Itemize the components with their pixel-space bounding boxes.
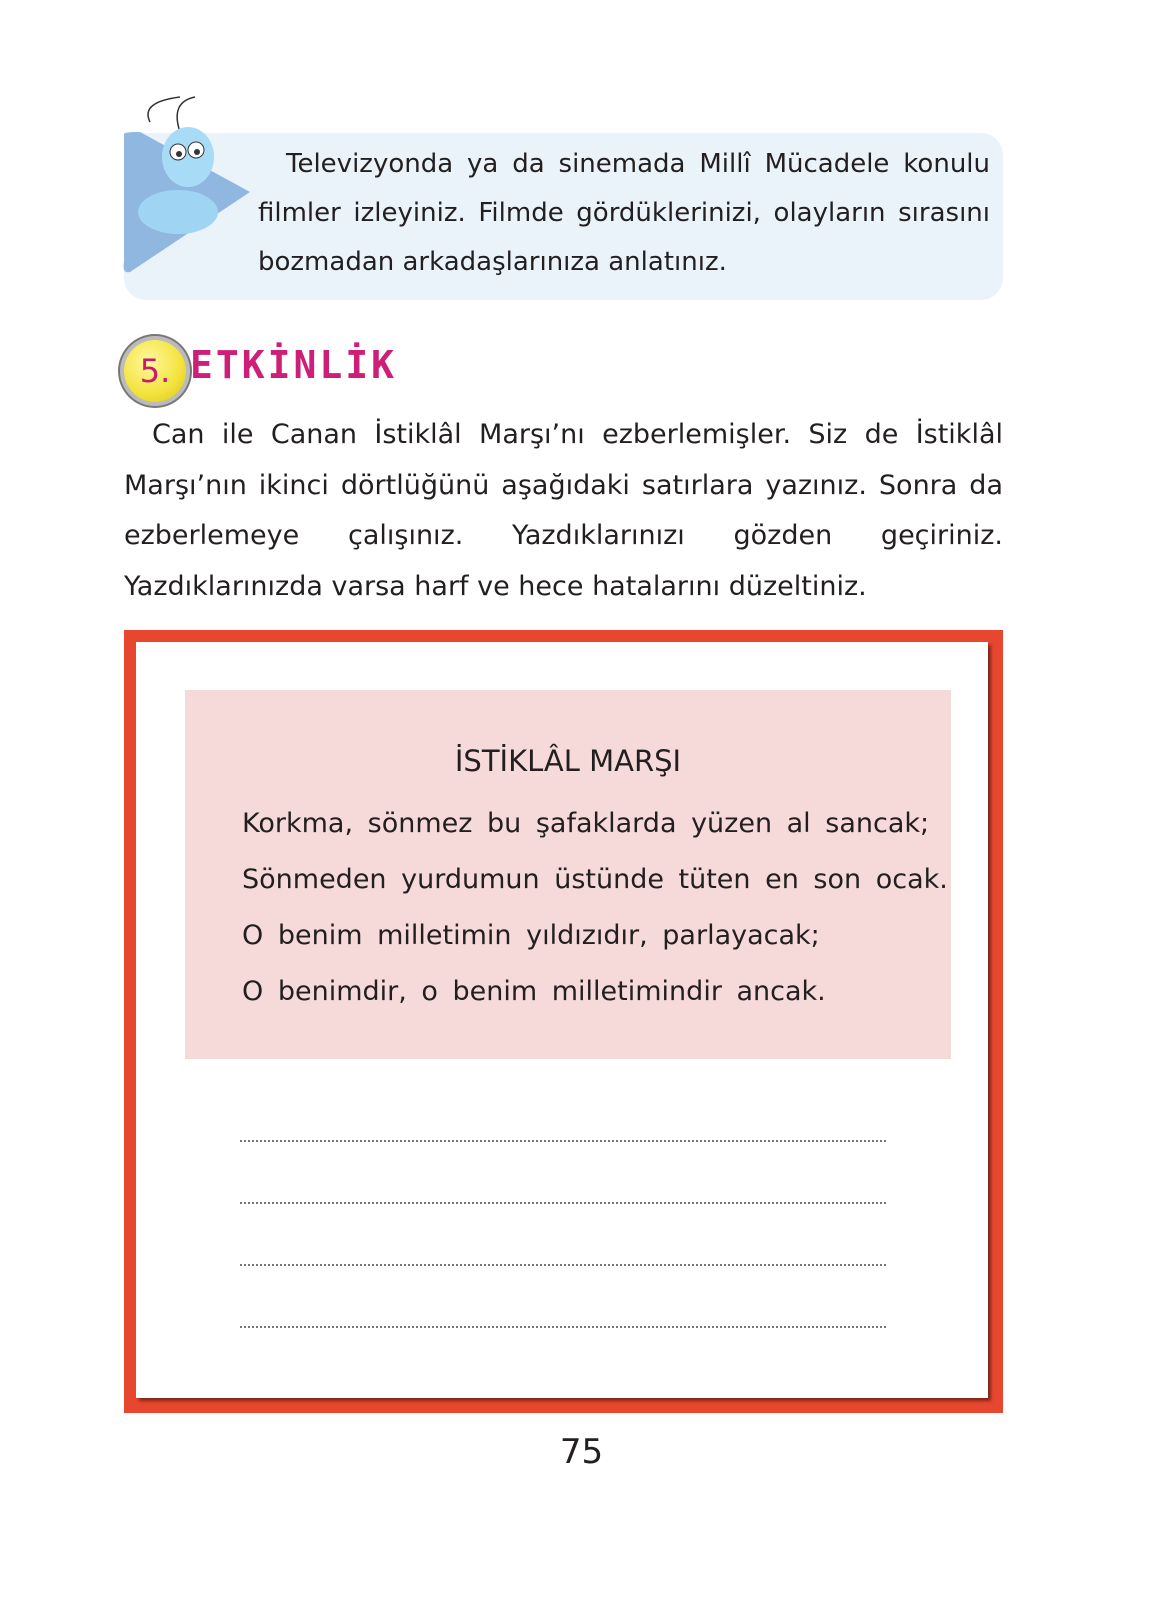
poem-line: Korkma, sönmez bu şafaklarda yüzen al sancak; (242, 808, 930, 839)
poem-line: O benim milletimin yıldızıdır, parlayacak; (242, 920, 820, 951)
writing-line-1[interactable] (240, 1140, 886, 1142)
poem-box (185, 690, 951, 1059)
poem-line: Sönmeden yurdumun üstünde tüten en son ocak. (242, 864, 948, 895)
tip-text: Televizyonda ya da sinemada Millî Mücadele konulu filmler izleyiniz. Filmde gördüklerinizi, olayların sırasını bozmadan arkadaşlarınıza anlatınız. (258, 149, 990, 277)
poem-line: O benimdir, o benim milletimindir ancak. (242, 976, 826, 1007)
page-number: 75 (559, 1432, 604, 1472)
writing-line-3[interactable] (240, 1264, 886, 1266)
poem-title: İSTİKLÂL MARŞI (454, 744, 682, 778)
writing-line-4[interactable] (240, 1326, 886, 1328)
caterpillar-mascot-icon (120, 92, 260, 282)
activity-number-badge: 5. (124, 340, 186, 402)
activity-instructions: Can ile Canan İstiklâl Marşı’nı ezberlemişler. Siz de İstiklâl Marşı’nın ikinci dörtlüğünü aşağıdaki satırlara yazınız. Sonra da ezberlemeye çalışınız. Yazdıklarınızı gözden geçiriniz. Yazdıklarınızda varsa harf ve hece hatalarını düzeltiniz. (124, 419, 1003, 602)
activity-heading: ETKİNLİK (190, 343, 398, 387)
writing-line-2[interactable] (240, 1202, 886, 1204)
